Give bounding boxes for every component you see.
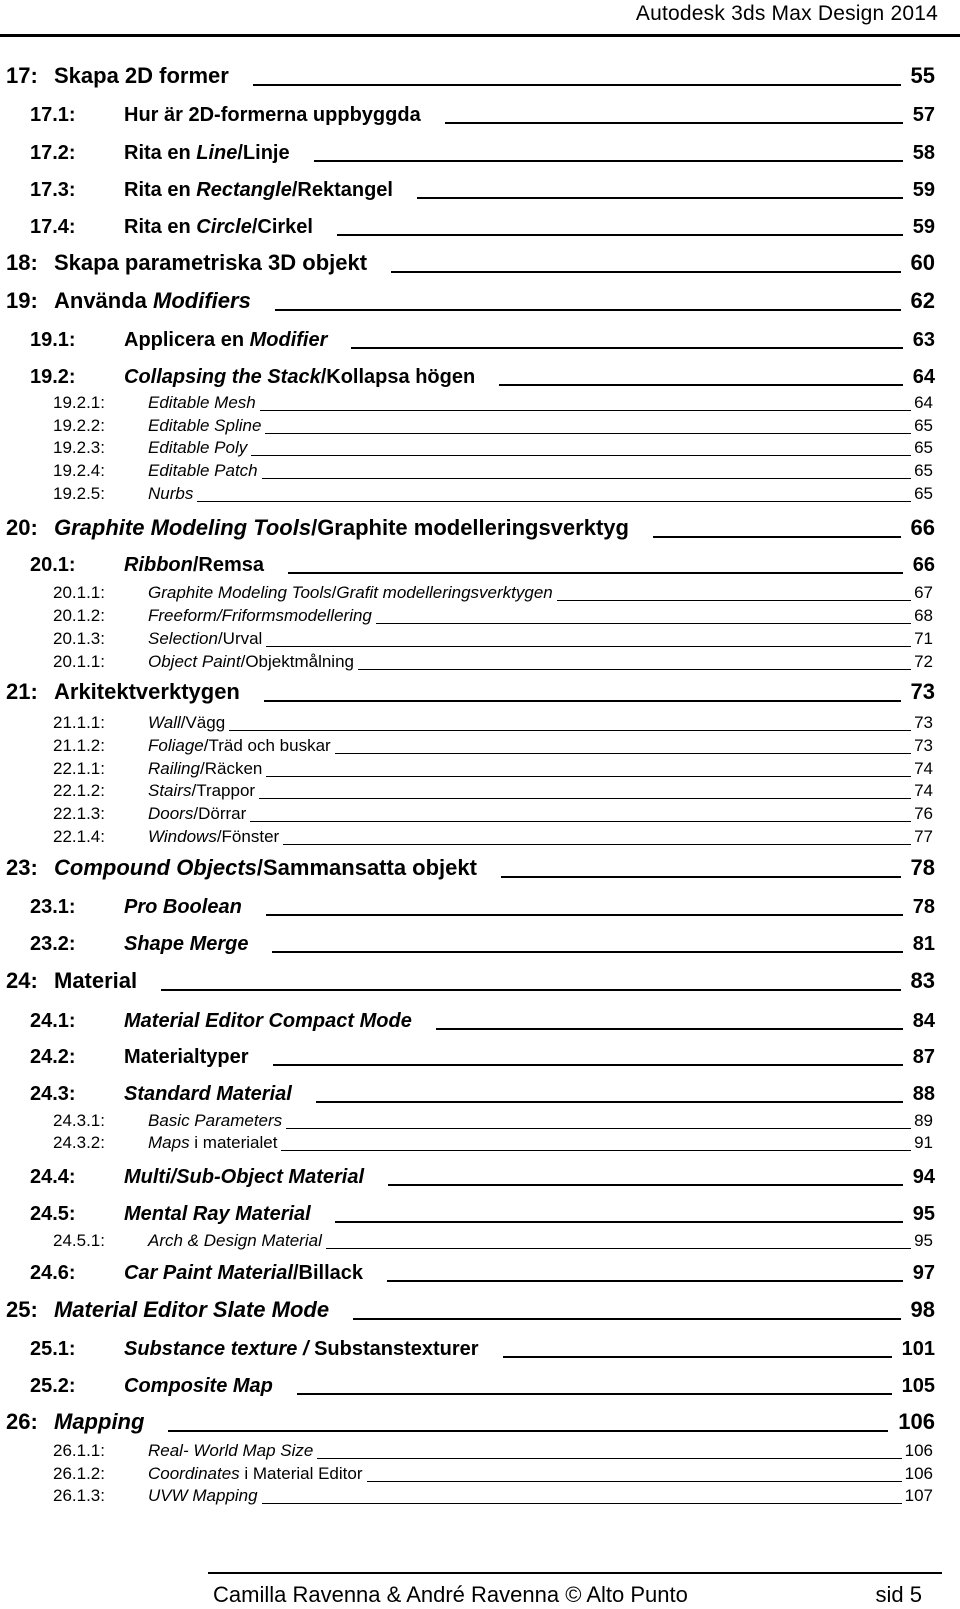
toc-leader-line (335, 753, 911, 754)
toc-entry-title: Coordinates i Material Editor (148, 1464, 363, 1483)
toc-entry-page: 57 (912, 104, 935, 126)
toc-leader-line (326, 1248, 911, 1249)
toc-entry-page: 81 (912, 933, 935, 955)
toc-leader-line (653, 536, 901, 538)
toc-entry-page: 67 (914, 583, 933, 602)
toc-entry-page: 91 (914, 1133, 933, 1152)
toc-entry-title: Standard Material (124, 1083, 292, 1105)
toc-entry-number: 24: (6, 968, 38, 993)
toc-entry-title: Selection/Urval (148, 629, 263, 648)
toc-leader-line (335, 1221, 903, 1223)
toc-leader-line (251, 455, 911, 456)
toc-entry-number: 24.2: (30, 1046, 76, 1068)
toc-leader-line (337, 234, 903, 236)
toc-entry-page: 72 (914, 652, 933, 671)
toc-entry-page: 74 (914, 781, 933, 800)
toc-entry-number: 26.1.2: (53, 1464, 105, 1483)
toc-entry-number: 21.1.2: (53, 736, 105, 755)
toc-entry-number: 25: (6, 1297, 38, 1322)
toc-entry-title: Real- World Map Size (148, 1441, 314, 1460)
toc-leader-line (388, 1184, 903, 1186)
toc-entry-number: 24.6: (30, 1262, 76, 1284)
toc-entry-page: 63 (912, 329, 935, 351)
toc-entry-number: 23.1: (30, 896, 76, 918)
toc-entry-title: Hur är 2D-formerna uppbyggda (124, 104, 421, 126)
toc-entry-page: 106 (898, 1409, 935, 1434)
toc-entry-title: Rita en Circle/Cirkel (124, 216, 313, 238)
toc-entry-number: 21: (6, 679, 38, 704)
toc-leader-line (316, 1101, 903, 1103)
toc-entry-number: 24.3.2: (53, 1133, 105, 1152)
toc-entry-page: 59 (912, 216, 935, 238)
toc-entry-page: 62 (910, 288, 935, 313)
toc-entry-number: 19.2.5: (53, 484, 105, 503)
toc-entry-title: Nurbs (148, 484, 194, 503)
toc-entry-page: 84 (912, 1010, 935, 1032)
toc-entry-title: Materialtyper (124, 1046, 249, 1068)
toc-leader-line (353, 1318, 901, 1320)
toc-leader-line (281, 1150, 911, 1151)
toc-entry-number: 18: (6, 250, 38, 275)
toc-entry-number: 19.1: (30, 329, 76, 351)
toc-entry-number: 17.4: (30, 216, 76, 238)
toc-entry-number: 22.1.1: (53, 759, 105, 778)
toc-leader-line (275, 309, 901, 311)
toc-leader-line (265, 433, 911, 434)
toc-leader-line (314, 160, 903, 162)
toc-entry-page: 97 (912, 1262, 935, 1284)
toc-entry-number: 24.1: (30, 1010, 76, 1032)
toc-entry-title: Mental Ray Material (124, 1203, 311, 1225)
toc-leader-line (288, 572, 903, 574)
toc-entry-number: 20.1.1: (53, 583, 105, 602)
toc-entry-page: 106 (904, 1464, 933, 1483)
footer-rule (208, 1572, 942, 1574)
toc-entry-title: Collapsing the Stack/Kollapsa högen (124, 366, 476, 388)
toc-entry-title: Multi/Sub-Object Material (124, 1166, 365, 1188)
toc-entry-number: 20.1.2: (53, 606, 105, 625)
toc-entry-number: 24.4: (30, 1166, 76, 1188)
toc-entry-page: 78 (912, 896, 935, 918)
footer-text: Camilla Ravenna & André Ravenna © Alto Punto (213, 1582, 688, 1607)
toc-entry-page: 66 (910, 515, 935, 540)
toc-entry-title: Editable Poly (148, 438, 248, 457)
toc-entry-title: Arkitektverktygen (54, 679, 240, 704)
toc-entry-number: 19: (6, 288, 38, 313)
toc-entry-number: 19.2.2: (53, 416, 105, 435)
toc-entry-title: Editable Patch (148, 461, 258, 480)
toc-entry-page: 83 (910, 968, 935, 993)
toc-entry-number: 20.1.1: (53, 652, 105, 671)
toc-entry-page: 77 (914, 827, 933, 846)
toc-entry-page: 78 (910, 855, 935, 880)
toc-entry-number: 23: (6, 855, 38, 880)
toc-entry-page: 66 (912, 554, 935, 576)
toc-entry-title: Doors/Dörrar (148, 804, 247, 823)
toc-entry-number: 20.1: (30, 554, 76, 576)
toc-leader-line (197, 501, 911, 502)
toc-entry-number: 21.1.1: (53, 713, 105, 732)
toc-entry-page: 74 (914, 759, 933, 778)
toc-leader-line (283, 844, 911, 845)
toc-entry-number: 24.3: (30, 1083, 76, 1105)
toc-leader-line (358, 669, 911, 670)
toc-entry-page: 65 (914, 461, 933, 480)
toc-leader-line (266, 914, 903, 916)
toc-entry-title: Substance texture / Substanstexturer (124, 1338, 479, 1360)
toc-entry-title: Object Paint/Objektmålning (148, 652, 354, 671)
toc-entry-title: Railing/Räcken (148, 759, 263, 778)
toc-leader-line (367, 1481, 902, 1482)
header-rule (0, 34, 960, 37)
toc-entry-title: Editable Spline (148, 416, 262, 435)
toc-entry-page: 60 (910, 250, 935, 275)
toc-leader-line (229, 730, 911, 731)
toc-entry-page: 73 (914, 736, 933, 755)
toc-entry-number: 23.2: (30, 933, 76, 955)
toc-entry-page: 95 (912, 1203, 935, 1225)
toc-leader-line (161, 989, 901, 991)
toc-entry-title: Windows/Fönster (148, 827, 280, 846)
toc-entry-title: Foliage/Träd och buskar (148, 736, 331, 755)
toc-entry-page: 68 (914, 606, 933, 625)
toc-entry-title: Använda Modifiers (54, 288, 251, 313)
toc-leader-line (260, 410, 911, 411)
toc-entry-page: 106 (904, 1441, 933, 1460)
toc-entry-number: 22.1.2: (53, 781, 105, 800)
toc-entry-title: Rita en Line/Linje (124, 142, 290, 164)
toc-entry-page: 107 (904, 1486, 933, 1505)
toc-entry-title: Pro Boolean (124, 896, 242, 918)
toc-entry-page: 71 (914, 629, 933, 648)
toc-entry-number: 22.1.4: (53, 827, 105, 846)
toc-entry-page: 105 (901, 1375, 935, 1397)
toc-entry-number: 19.2: (30, 366, 76, 388)
toc-entry-page: 95 (914, 1231, 933, 1250)
toc-entry-title: Graphite Modeling Tools/Graphite modelleringsverktyg (54, 515, 629, 540)
toc-entry-page: 89 (914, 1111, 933, 1130)
toc-entry-number: 19.2.4: (53, 461, 105, 480)
toc-entry-page: 65 (914, 484, 933, 503)
toc-entry-number: 19.2.1: (53, 393, 105, 412)
toc-entry-number: 26: (6, 1409, 38, 1434)
toc-entry-title: Material (54, 968, 138, 993)
toc-leader-line (445, 122, 903, 124)
toc-entry-title: Wall/Vägg (148, 713, 226, 732)
toc-entry-number: 20: (6, 515, 38, 540)
toc-leader-line (264, 700, 901, 702)
toc-leader-line (499, 384, 903, 386)
toc-entry-title: UVW Mapping (148, 1486, 258, 1505)
toc-entry-title: Mapping (54, 1409, 145, 1434)
toc-leader-line (253, 84, 901, 86)
toc-leader-line (272, 951, 903, 953)
toc-entry-title: Basic Parameters (148, 1111, 283, 1130)
toc-entry-page: 64 (912, 366, 935, 388)
toc-entry-page: 87 (912, 1046, 935, 1068)
toc-entry-title: Skapa parametriska 3D objekt (54, 250, 368, 275)
toc-entry-page: 65 (914, 438, 933, 457)
toc-entry-number: 25.1: (30, 1338, 76, 1360)
toc-entry-title: Compound Objects/Sammansatta objekt (54, 855, 477, 880)
toc-entry-number: 17.2: (30, 142, 76, 164)
toc-entry-page: 65 (914, 416, 933, 435)
toc-leader-line (273, 1064, 903, 1066)
toc-leader-line (436, 1028, 903, 1030)
toc-entry-title: Stairs/Trappor (148, 781, 256, 800)
toc-entry-title: Material Editor Compact Mode (124, 1010, 412, 1032)
toc-entry-title: Skapa 2D former (54, 63, 229, 88)
toc-entry-page: 88 (912, 1083, 935, 1105)
toc-leader-line (266, 646, 911, 647)
toc-entry-page: 64 (914, 393, 933, 412)
toc-leader-line (262, 1503, 902, 1504)
toc-entry-title: Shape Merge (124, 933, 249, 955)
toc-entry-title: Freeform/Friformsmodellering (148, 606, 372, 625)
toc-entry-page: 58 (912, 142, 935, 164)
toc-entry-number: 26.1.3: (53, 1486, 105, 1505)
toc-entry-page: 55 (910, 63, 935, 88)
toc-leader-line (259, 798, 911, 799)
toc-entry-number: 19.2.3: (53, 438, 105, 457)
toc-entry-number: 24.5.1: (53, 1231, 105, 1250)
toc-leader-line (297, 1393, 892, 1395)
toc-entry-number: 20.1.3: (53, 629, 105, 648)
toc-entry-number: 24.3.1: (53, 1111, 105, 1130)
toc-entry-page: 73 (914, 713, 933, 732)
toc-leader-line (286, 1128, 911, 1129)
toc-entry-title: Ribbon/Remsa (124, 554, 265, 576)
toc-entry-page: 94 (912, 1166, 935, 1188)
toc-entry-title: Composite Map (124, 1375, 273, 1397)
header-title: Autodesk 3ds Max Design 2014 (635, 2, 938, 25)
toc-entry-title: Arch & Design Material (148, 1231, 322, 1250)
toc-entry-title: Car Paint Material/Billack (124, 1262, 363, 1284)
toc-entry-title: Editable Mesh (148, 393, 256, 412)
toc-leader-line (557, 600, 911, 601)
footer-page-number: sid 5 (875, 1582, 922, 1607)
toc-entry-number: 17.3: (30, 179, 76, 201)
toc-leader-line (501, 876, 901, 878)
toc-entry-title: Maps i materialet (148, 1133, 278, 1152)
toc-leader-line (417, 197, 903, 199)
toc-entry-page: 76 (914, 804, 933, 823)
toc-leader-line (503, 1356, 892, 1358)
toc-leader-line (391, 271, 901, 273)
toc-entry-page: 59 (912, 179, 935, 201)
toc-leader-line (387, 1280, 903, 1282)
toc-entry-page: 98 (910, 1297, 935, 1322)
toc-entry-title: Applicera en Modifier (124, 329, 328, 351)
toc-leader-line (376, 623, 911, 624)
toc-leader-line (266, 776, 911, 777)
toc-entry-number: 25.2: (30, 1375, 76, 1397)
toc-entry-page: 101 (901, 1338, 935, 1360)
toc-leader-line (168, 1430, 888, 1432)
toc-leader-line (250, 821, 911, 822)
toc-entry-number: 24.5: (30, 1203, 76, 1225)
toc-entry-title: Rita en Rectangle/Rektangel (124, 179, 393, 201)
toc-entry-number: 17.1: (30, 104, 76, 126)
toc-leader-line (317, 1458, 902, 1459)
toc-entry-title: Material Editor Slate Mode (54, 1297, 330, 1322)
toc-leader-line (262, 478, 911, 479)
toc-entry-number: 17: (6, 63, 38, 88)
toc-entry-number: 22.1.3: (53, 804, 105, 823)
toc-leader-line (351, 347, 903, 349)
toc-entry-number: 26.1.1: (53, 1441, 105, 1460)
toc-entry-page: 73 (910, 679, 935, 704)
toc-entry-title: Graphite Modeling Tools/Grafit modelleringsverktygen (148, 583, 553, 602)
